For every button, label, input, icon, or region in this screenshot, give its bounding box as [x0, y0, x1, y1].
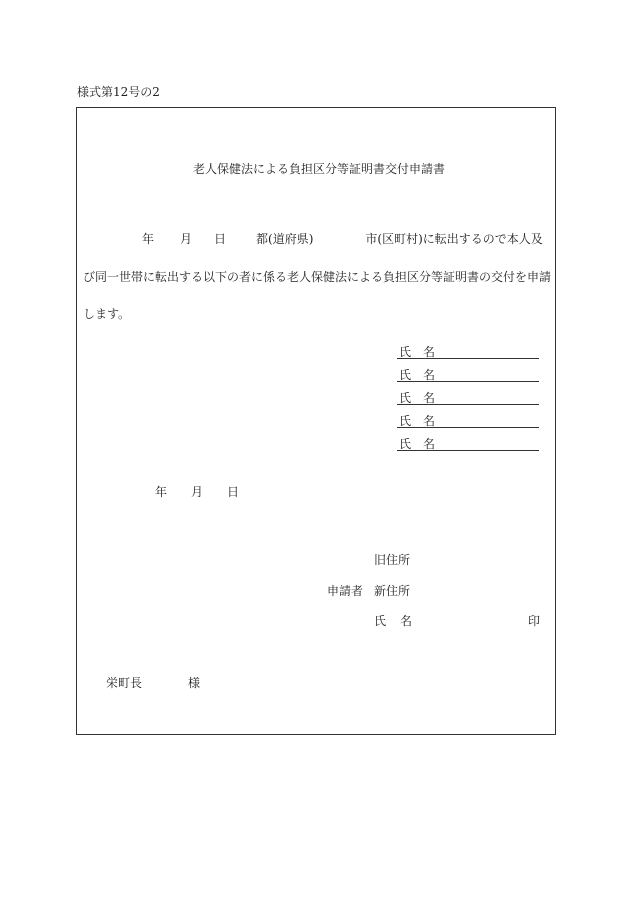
applicant-name-label-b: 名	[400, 614, 413, 628]
name-label-b: 名	[423, 345, 436, 359]
municipality-text: 市(区町村)に転出するので本人及	[365, 232, 543, 246]
addressee-name: 栄町長	[106, 676, 143, 690]
body-line-1	[142, 233, 543, 245]
name-field[interactable]	[397, 346, 539, 359]
form-number: 様式第12号の2	[77, 85, 160, 99]
name-field[interactable]	[397, 392, 539, 405]
name-label-a: 氏	[399, 391, 412, 405]
name-field[interactable]	[397, 438, 539, 451]
applicant-name-label-a: 氏	[374, 614, 387, 628]
body-line-2: び同一世帯に転出する以下の者に係る老人保健法による負担区分等証明書の交付を申請	[83, 270, 552, 284]
move-date-year: 年	[142, 232, 155, 246]
application-date-day: 日	[227, 485, 240, 499]
application-date	[155, 486, 239, 498]
application-date-year: 年	[155, 485, 168, 499]
name-label-a: 氏	[399, 368, 412, 382]
addressee-honorific: 様	[188, 676, 201, 690]
applicant-label: 申請者	[327, 584, 364, 598]
name-label-b: 名	[423, 368, 436, 382]
seal-mark: 印	[528, 614, 541, 628]
name-label-a: 氏	[399, 414, 412, 428]
addressee	[106, 677, 200, 689]
document-title: 老人保健法による負担区分等証明書交付申請書	[193, 162, 446, 176]
name-label-b: 名	[423, 391, 436, 405]
name-label-b: 名	[423, 414, 436, 428]
applicant-name-label	[374, 615, 412, 627]
name-label-a: 氏	[399, 437, 412, 451]
move-date-day: 日	[214, 232, 227, 246]
new-address-label: 新住所	[374, 584, 411, 598]
name-label-b: 名	[423, 437, 436, 451]
body-line-3: します。	[83, 307, 131, 321]
name-label-a: 氏	[399, 345, 412, 359]
application-date-month: 月	[191, 485, 204, 499]
name-field[interactable]	[397, 369, 539, 382]
move-date-month: 月	[180, 232, 193, 246]
old-address-label: 旧住所	[374, 553, 411, 567]
prefecture-label: 都(道府県)	[256, 232, 314, 246]
name-field[interactable]	[397, 415, 539, 428]
